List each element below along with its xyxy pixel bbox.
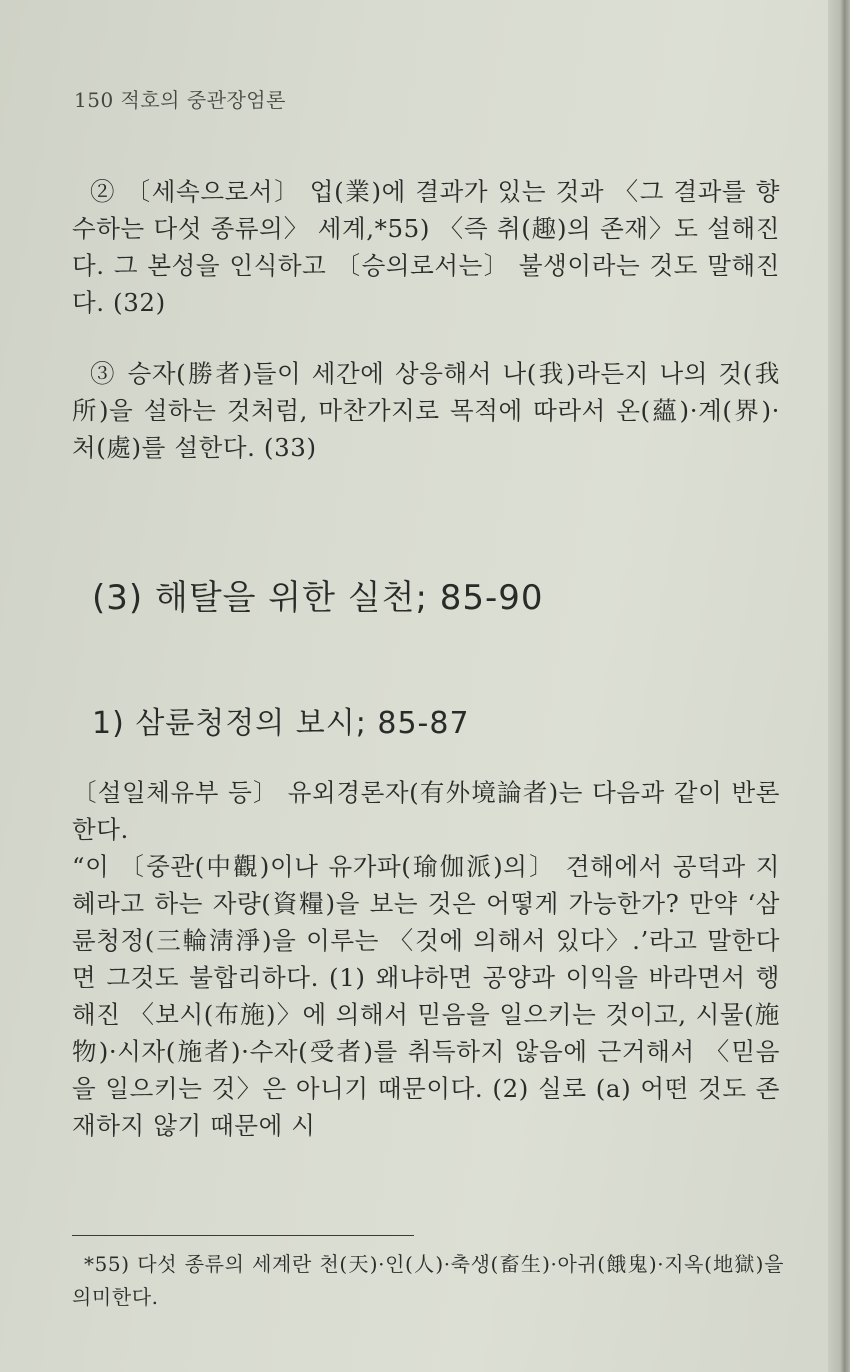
subsection-heading: 1) 삼륜청정의 보시; 85-87 [92, 706, 470, 741]
paragraph-verse-32: ② 〔세속으로서〕 업(業)에 결과가 있는 것과 〈그 결과를 향수하는 다섯 종류의〉 세계,*55) 〈즉 취(趣)의 존재〉도 설해진다. 그 본성을 인식하고 〔승의로서는〕 불생이라는 것도 말해진다. (32) [72, 177, 780, 317]
footnote-rule [72, 1235, 414, 1236]
paragraph-verse-33: ③ 승자(勝者)들이 세간에 상응해서 나(我)라든지 나의 것(我所)을 설하는 것처럼, 마찬가지로 목적에 따라서 온(蘊)·계(界)·처(處)를 설한다. (33) [72, 359, 780, 462]
section-heading: (3) 해탈을 위한 실천; 85-90 [92, 578, 544, 618]
paragraph-objection-quote: “이 〔중관(中觀)이나 유가파(瑜伽派)의〕 견해에서 공덕과 지혜라고 하는 자량(資糧)을 보는 것은 어떻게 가능한가? 만약 ‘삼륜청정(三輪淸淨)을 이루는 〈것에 의해서 있다〉.’라고 말한다면 그것도 불합리하다. (1) 왜냐하면 공양과 이익을 바라면서 행해진 〈보시(布施)〉에 의해서 믿음을 일으키는 것이고, 시물(施物)·시자(施者)·수자(受者)를 취득하지 않음에 근거해서 〈믿음을 일으키는 것〉은 아니기 때문이다. (2) 실로 (a) 어떤 것도 존재하지 않기 때문에 시 [72, 852, 780, 1140]
page-edge [828, 0, 850, 1372]
paragraph-objection-intro: 〔설일체유부 등〕 유외경론자(有外境論者)는 다음과 같이 반론한다. [72, 778, 780, 844]
footnote-55: *55) 다섯 종류의 세계란 천(天)·인(人)·축생(畜生)·아귀(餓鬼)·지옥(地獄)을 의미한다. [72, 1252, 784, 1309]
running-head: 150 적호의 중관장엄론 [74, 88, 286, 112]
